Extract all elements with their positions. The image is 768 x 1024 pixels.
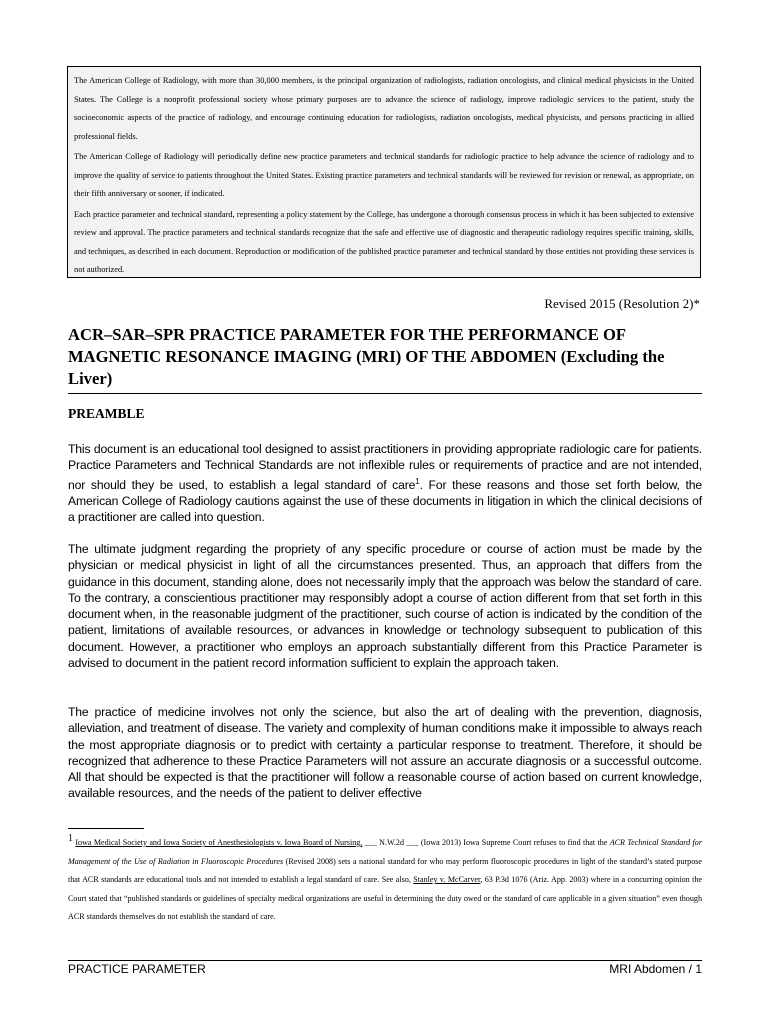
footer-label: PRACTICE PARAMETER (68, 962, 206, 976)
footnote-case-1: Iowa Medical Society and Iowa Society of Anesthesiologists v. Iowa Board of Nursing, (75, 838, 363, 847)
footer-divider (68, 960, 702, 961)
body-paragraph-1 (68, 441, 702, 526)
revision-note: Revised 2015 (Resolution 2)* (544, 296, 700, 311)
body-paragraph-2: The ultimate judgment regarding the propriety of any specific procedure or course of action must be made by the physician or medical physicist in light of all the circumstances presented. Thus, an approach that differs from the guidance in this document, standing alone, does not necessarily imply that the approach was below the standard of care. To the contrary, a conscientious practitioner may responsibly adopt a course of action different from that set forth in this document when, in the reasonable judgment of the practitioner, such course of action is indicated by the condition of the patient, limitations of available resources, or advances in knowledge or technology subsequent to publication of this document. However, a practitioner who employs an approach substantially different from this Practice Parameter is advised to document in the patient record information sufficient to explain the approach taken. (68, 542, 702, 671)
footnote-doc-title: ACR Technical Standard for Management of the Use of Radiation in Fluoroscopic Procedures (68, 838, 702, 866)
acr-info-para-3: Each practice parameter and technical standard, representing a policy statement by the College, has undergone a thorough consensus process in which it has been subjected to extensive review and approval. The practice parameters and technical standards recognize that the safe and effective use of diagnostic and therapeutic radiology requires specific training, skills, and techniques, as described in each document. Reproduction or modification of the published practice parameter and technical standard by those entities not providing these services is not authorized. (74, 209, 694, 274)
title-divider (68, 393, 702, 394)
footnote-marker: 1 (68, 833, 73, 844)
footnote-text-1: ___ N.W.2d ___ (Iowa 2013) Iowa Supreme Court refuses to find that the (362, 838, 610, 847)
document-title: ACR–SAR–SPR PRACTICE PARAMETER FOR THE PERFORMANCE OF MAGNETIC RESONANCE IMAGING (MRI) OF THE ABDOMEN (Excluding the Liver) (68, 325, 665, 388)
footnote-divider (68, 828, 144, 829)
footnote-text-3: , 63 P.3d 1076 (Ariz. App. 2003) where in a concurring opinion the Court stated that “published standards or guidelines of specialty medical organizations are useful in determining the duty owed or the standard of care applicable in a given situation” even though ACR standards themselves do not establish the standard of care. (68, 875, 702, 922)
p1-text-end: . For these reasons and those set forth below, the American College of Radiology cautions against the use of these documents in litigation in which the clinical decisions of a practitioner are called into question. (68, 477, 703, 525)
section-heading: PREAMBLE (68, 406, 145, 421)
page-number: MRI Abdomen / 1 (609, 962, 702, 976)
footnote-text-2: (Revised 2008) sets a national standard for who may perform fluoroscopic procedures in light of the standard’s stated purpose that ACR standards are educational tools and not intended to establish a legal standard of care. See also, (68, 856, 702, 885)
acr-info-box (67, 66, 701, 278)
footnote (68, 834, 702, 927)
acr-info-para-1: The American College of Radiology, with more than 30,000 members, is the principal organization of radiologists, radiation oncologists, and clinical medical physicists in the United States. The College is a nonprofit professional society whose primary purposes are to advance the science of radiology, improve radiologic services to the patient, study the socioeconomic aspects of the practice of radiology, and encourage continuing education for radiologists, radiation oncologists, medical physicists, and persons practicing in allied professional fields. (74, 76, 694, 141)
footnote-reference[interactable]: 1 (415, 476, 420, 486)
p1-text-start: This document is an educational tool designed to assist practitioners in providing appropriate radiologic care for patients. Practice Parameters and Technical Standards are not inflexible rules or requirements of practice and are not intended, nor should they be used, to establish a legal standard of care (68, 442, 702, 492)
footnote-case-2: Stanley v. McCarver (413, 875, 481, 885)
body-paragraph-3: The practice of medicine involves not only the science, but also the art of dealing with the prevention, diagnosis, alleviation, and treatment of disease. The variety and complexity of human conditions make it impossible to always reach the most appropriate diagnosis or to predict with certainty a particular response to treatment. Therefore, it should be recognized that adherence to these Practice Parameters will not assure an accurate diagnosis or a successful outcome. All that should be expected is that the practitioner will follow a reasonable course of action based on current knowledge, available resources, and the needs of the patient to deliver effective (68, 705, 702, 801)
acr-info-para-2: The American College of Radiology will periodically define new practice parameters and technical standards for radiologic practice to help advance the science of radiology and to improve the quality of service to patients throughout the United States. Existing practice parameters and technical standards will be reviewed for revision or renewal, as appropriate, on their fifth anniversary or sooner, if indicated. (74, 152, 694, 198)
